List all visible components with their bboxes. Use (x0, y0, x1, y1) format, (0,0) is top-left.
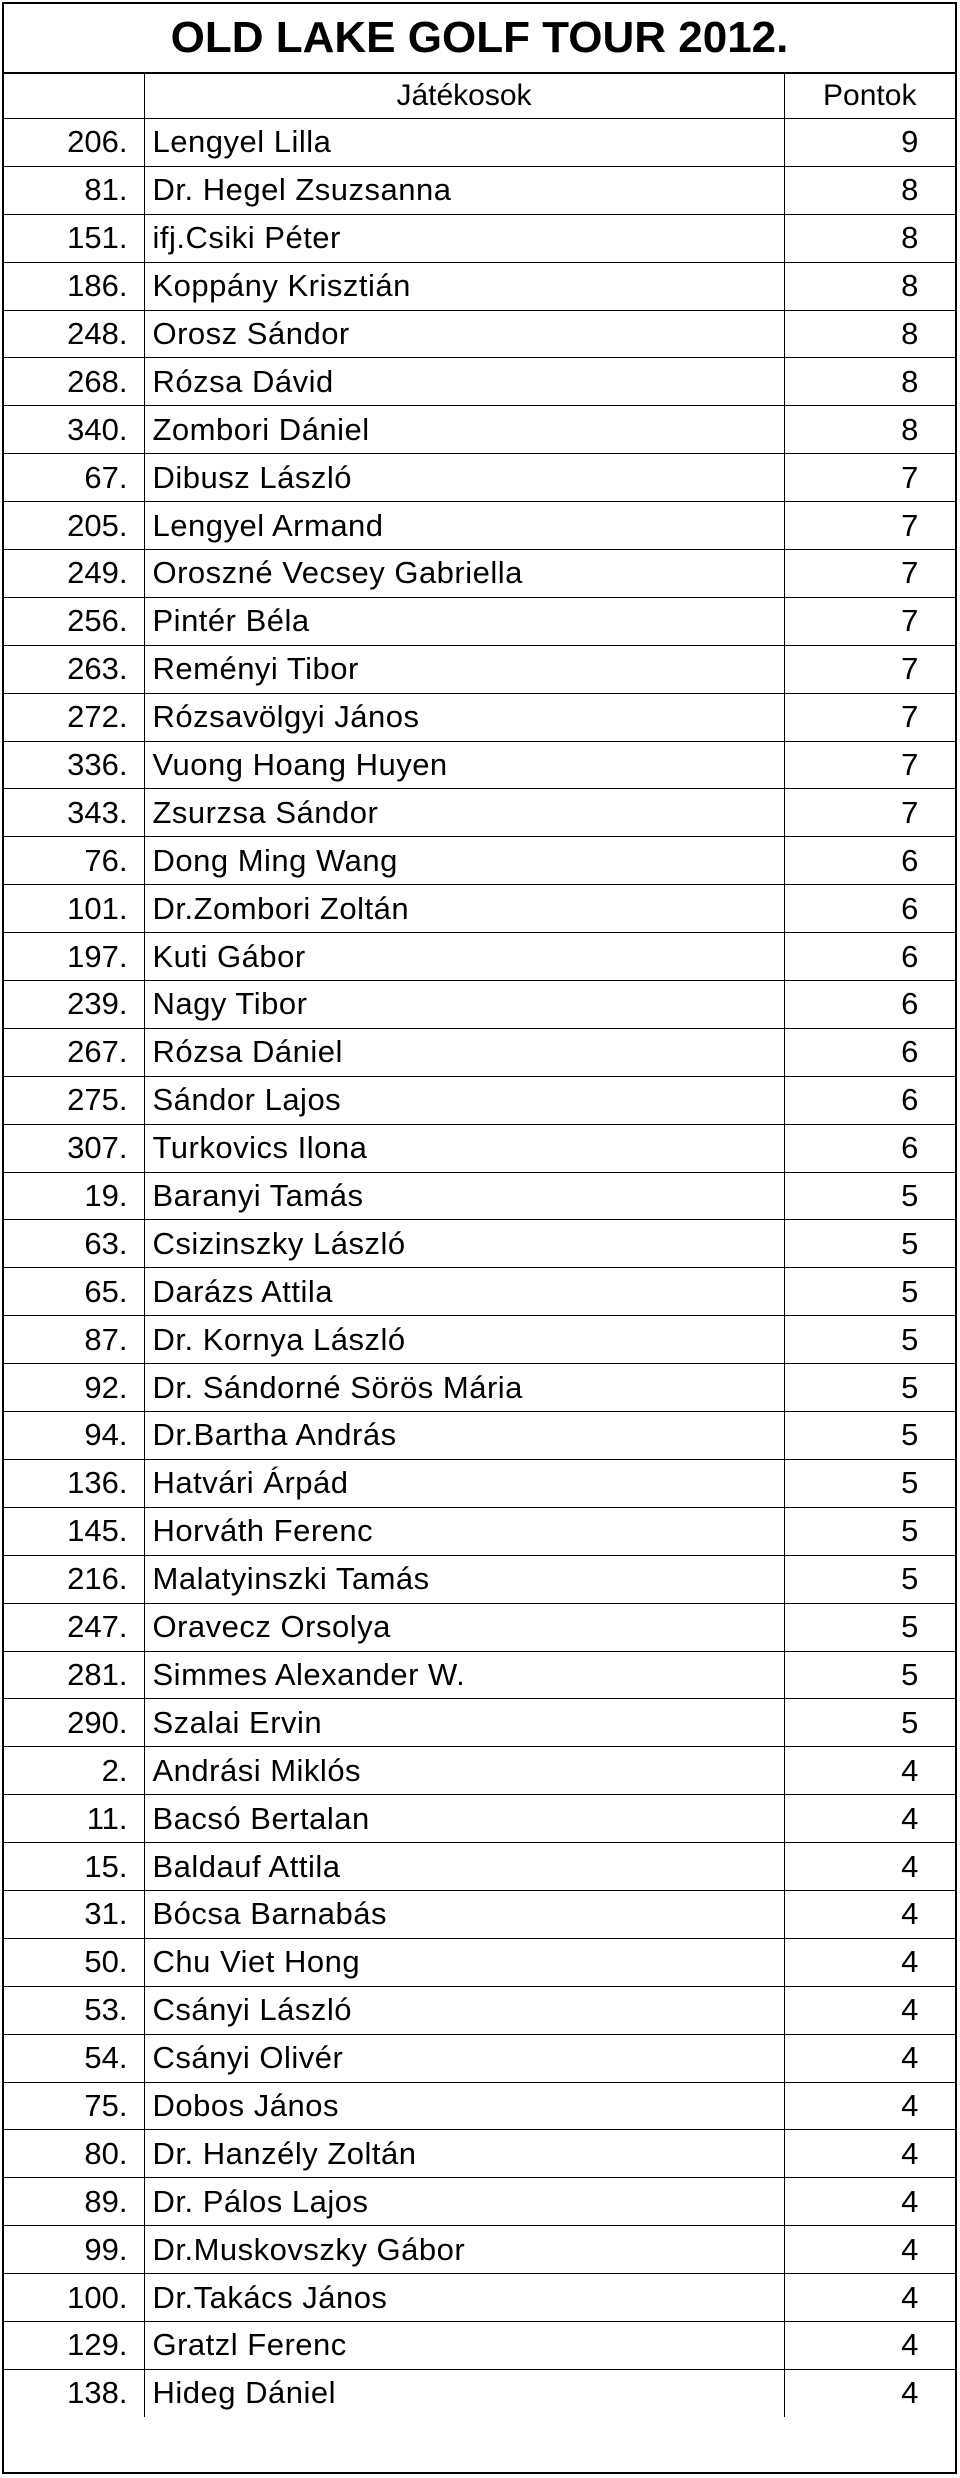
table-row (4, 1747, 955, 1795)
player-number: 129. (4, 2321, 144, 2369)
player-points: 4 (784, 2274, 955, 2322)
player-points: 4 (784, 1890, 955, 1938)
player-name: Reményi Tibor (144, 645, 784, 693)
table-row (4, 502, 955, 550)
player-number: 80. (4, 2130, 144, 2178)
player-number: 67. (4, 454, 144, 502)
player-points: 5 (784, 1268, 955, 1316)
player-points: 6 (784, 885, 955, 933)
player-points: 7 (784, 741, 955, 789)
player-points: 5 (784, 1699, 955, 1747)
player-name: Dr. Hanzély Zoltán (144, 2130, 784, 2178)
player-points: 4 (784, 2034, 955, 2082)
player-points: 8 (784, 214, 955, 262)
player-number: 87. (4, 1316, 144, 1364)
player-points: 4 (784, 2321, 955, 2369)
player-points: 6 (784, 933, 955, 981)
header-players: Játékosok (144, 73, 784, 119)
player-points: 6 (784, 1076, 955, 1124)
player-points: 7 (784, 645, 955, 693)
player-name: Koppány Krisztián (144, 262, 784, 310)
player-number: 63. (4, 1220, 144, 1268)
player-points: 8 (784, 166, 955, 214)
player-points: 7 (784, 550, 955, 598)
player-name: Turkovics Ilona (144, 1124, 784, 1172)
player-number: 100. (4, 2274, 144, 2322)
table-row (4, 1938, 955, 1986)
table-row (4, 1220, 955, 1268)
table-row (4, 1603, 955, 1651)
player-name: Csányi László (144, 1986, 784, 2034)
player-points: 4 (784, 2369, 955, 2416)
player-points: 8 (784, 310, 955, 358)
player-number: 53. (4, 1986, 144, 2034)
player-name: Csizinszky László (144, 1220, 784, 1268)
player-name: Pintér Béla (144, 597, 784, 645)
player-points: 5 (784, 1316, 955, 1364)
player-number: 81. (4, 166, 144, 214)
player-name: Orosz Sándor (144, 310, 784, 358)
player-number: 138. (4, 2369, 144, 2416)
player-points: 6 (784, 837, 955, 885)
player-number: 54. (4, 2034, 144, 2082)
player-number: 89. (4, 2178, 144, 2226)
player-points: 9 (784, 119, 955, 167)
table-row (4, 2369, 955, 2416)
player-name: Horváth Ferenc (144, 1507, 784, 1555)
player-number: 31. (4, 1890, 144, 1938)
player-name: Szalai Ervin (144, 1699, 784, 1747)
table-row (4, 1268, 955, 1316)
player-points: 8 (784, 262, 955, 310)
player-points: 5 (784, 1172, 955, 1220)
table-row (4, 1843, 955, 1891)
table-row (4, 1555, 955, 1603)
player-number: 186. (4, 262, 144, 310)
player-points: 4 (784, 1747, 955, 1795)
player-points: 4 (784, 1986, 955, 2034)
player-number: 336. (4, 741, 144, 789)
player-name: Baranyi Tamás (144, 1172, 784, 1220)
player-number: 11. (4, 1795, 144, 1843)
player-name: Andrási Miklós (144, 1747, 784, 1795)
player-points: 5 (784, 1220, 955, 1268)
player-number: 76. (4, 837, 144, 885)
player-name: Chu Viet Hong (144, 1938, 784, 1986)
player-number: 340. (4, 406, 144, 454)
player-name: Dr. Kornya László (144, 1316, 784, 1364)
player-name: Nagy Tibor (144, 981, 784, 1029)
player-name: Zombori Dániel (144, 406, 784, 454)
table-row (4, 1316, 955, 1364)
table-row (4, 2130, 955, 2178)
table-row (4, 1028, 955, 1076)
player-name: Dr.Zombori Zoltán (144, 885, 784, 933)
table-row (4, 645, 955, 693)
table-row (4, 981, 955, 1029)
player-points: 4 (784, 1938, 955, 1986)
player-points: 4 (784, 1795, 955, 1843)
table-row (4, 2321, 955, 2369)
table-row (4, 837, 955, 885)
header-number (4, 73, 144, 119)
player-number: 92. (4, 1364, 144, 1412)
player-name: Oroszné Vecsey Gabriella (144, 550, 784, 598)
player-number: 101. (4, 885, 144, 933)
table-row (4, 1076, 955, 1124)
player-name: Dobos János (144, 2082, 784, 2130)
player-number: 256. (4, 597, 144, 645)
player-points: 4 (784, 2178, 955, 2226)
player-number: 307. (4, 1124, 144, 1172)
table-row (4, 741, 955, 789)
player-name: Bócsa Barnabás (144, 1890, 784, 1938)
player-points: 8 (784, 406, 955, 454)
player-name: Kuti Gábor (144, 933, 784, 981)
player-name: Zsurzsa Sándor (144, 789, 784, 837)
player-name: Dibusz László (144, 454, 784, 502)
player-number: 94. (4, 1412, 144, 1460)
player-number: 2. (4, 1747, 144, 1795)
table-row (4, 1986, 955, 2034)
player-name: Dr. Hegel Zsuzsanna (144, 166, 784, 214)
player-points: 7 (784, 454, 955, 502)
table-row (4, 2274, 955, 2322)
player-points: 5 (784, 1412, 955, 1460)
player-number: 247. (4, 1603, 144, 1651)
player-number: 136. (4, 1459, 144, 1507)
player-name: Simmes Alexander W. (144, 1651, 784, 1699)
player-number: 205. (4, 502, 144, 550)
player-number: 263. (4, 645, 144, 693)
table-row (4, 1890, 955, 1938)
player-name: Gratzl Ferenc (144, 2321, 784, 2369)
player-points: 7 (784, 597, 955, 645)
table-row (4, 597, 955, 645)
table-row (4, 1507, 955, 1555)
header-points: Pontok (784, 73, 955, 119)
table-row (4, 885, 955, 933)
player-name: Malatyinszki Tamás (144, 1555, 784, 1603)
player-name: Sándor Lajos (144, 1076, 784, 1124)
table-row (4, 2178, 955, 2226)
table-row (4, 1459, 955, 1507)
player-number: 290. (4, 1699, 144, 1747)
player-name: Lengyel Armand (144, 502, 784, 550)
player-points: 5 (784, 1603, 955, 1651)
player-name: Csányi Olivér (144, 2034, 784, 2082)
table-row (4, 2082, 955, 2130)
player-points: 4 (784, 2082, 955, 2130)
table-row (4, 119, 955, 167)
player-name: Dr.Muskovszky Gábor (144, 2226, 784, 2274)
player-points: 5 (784, 1651, 955, 1699)
player-name: Lengyel Lilla (144, 119, 784, 167)
player-number: 239. (4, 981, 144, 1029)
table-row (4, 1651, 955, 1699)
player-number: 15. (4, 1843, 144, 1891)
standings-sheet (2, 2, 957, 2474)
table-row (4, 310, 955, 358)
player-name: Oravecz Orsolya (144, 1603, 784, 1651)
player-name: Rózsavölgyi János (144, 693, 784, 741)
player-number: 272. (4, 693, 144, 741)
player-number: 145. (4, 1507, 144, 1555)
player-points: 5 (784, 1555, 955, 1603)
player-name: Darázs Attila (144, 1268, 784, 1316)
player-number: 99. (4, 2226, 144, 2274)
page-title: OLD LAKE GOLF TOUR 2012. (4, 4, 955, 73)
player-rows (4, 119, 955, 2417)
player-name: Rózsa Dávid (144, 358, 784, 406)
player-points: 7 (784, 693, 955, 741)
table-row (4, 1124, 955, 1172)
table-row (4, 262, 955, 310)
player-name: Dr. Pálos Lajos (144, 2178, 784, 2226)
table-row (4, 2034, 955, 2082)
player-number: 50. (4, 1938, 144, 1986)
standings-table (4, 4, 955, 2417)
player-points: 5 (784, 1364, 955, 1412)
player-name: Dr. Sándorné Sörös Mária (144, 1364, 784, 1412)
table-row (4, 933, 955, 981)
player-number: 249. (4, 550, 144, 598)
table-row (4, 1412, 955, 1460)
player-name: Hideg Dániel (144, 2369, 784, 2416)
player-name: ifj.Csiki Péter (144, 214, 784, 262)
player-name: Hatvári Árpád (144, 1459, 784, 1507)
player-points: 8 (784, 358, 955, 406)
player-points: 4 (784, 2226, 955, 2274)
player-points: 6 (784, 1124, 955, 1172)
header-row (4, 73, 955, 119)
player-name: Rózsa Dániel (144, 1028, 784, 1076)
table-row (4, 550, 955, 598)
player-points: 5 (784, 1507, 955, 1555)
player-number: 343. (4, 789, 144, 837)
title-row (4, 4, 955, 73)
player-number: 75. (4, 2082, 144, 2130)
table-row (4, 789, 955, 837)
player-name: Vuong Hoang Huyen (144, 741, 784, 789)
player-number: 216. (4, 1555, 144, 1603)
player-name: Bacsó Bertalan (144, 1795, 784, 1843)
player-points: 5 (784, 1459, 955, 1507)
player-number: 197. (4, 933, 144, 981)
player-number: 268. (4, 358, 144, 406)
player-points: 6 (784, 981, 955, 1029)
player-name: Dong Ming Wang (144, 837, 784, 885)
player-points: 4 (784, 2130, 955, 2178)
table-row (4, 1364, 955, 1412)
table-row (4, 1699, 955, 1747)
player-number: 151. (4, 214, 144, 262)
table-row (4, 1795, 955, 1843)
player-name: Baldauf Attila (144, 1843, 784, 1891)
table-row (4, 214, 955, 262)
player-points: 7 (784, 789, 955, 837)
player-number: 65. (4, 1268, 144, 1316)
player-number: 206. (4, 119, 144, 167)
player-number: 248. (4, 310, 144, 358)
player-points: 4 (784, 1843, 955, 1891)
player-name: Dr.Takács János (144, 2274, 784, 2322)
table-row (4, 454, 955, 502)
table-row (4, 358, 955, 406)
table-row (4, 166, 955, 214)
table-row (4, 693, 955, 741)
table-row (4, 406, 955, 454)
player-number: 275. (4, 1076, 144, 1124)
table-row (4, 1172, 955, 1220)
player-number: 19. (4, 1172, 144, 1220)
player-name: Dr.Bartha András (144, 1412, 784, 1460)
player-number: 281. (4, 1651, 144, 1699)
player-points: 6 (784, 1028, 955, 1076)
player-points: 7 (784, 502, 955, 550)
table-row (4, 2226, 955, 2274)
player-number: 267. (4, 1028, 144, 1076)
